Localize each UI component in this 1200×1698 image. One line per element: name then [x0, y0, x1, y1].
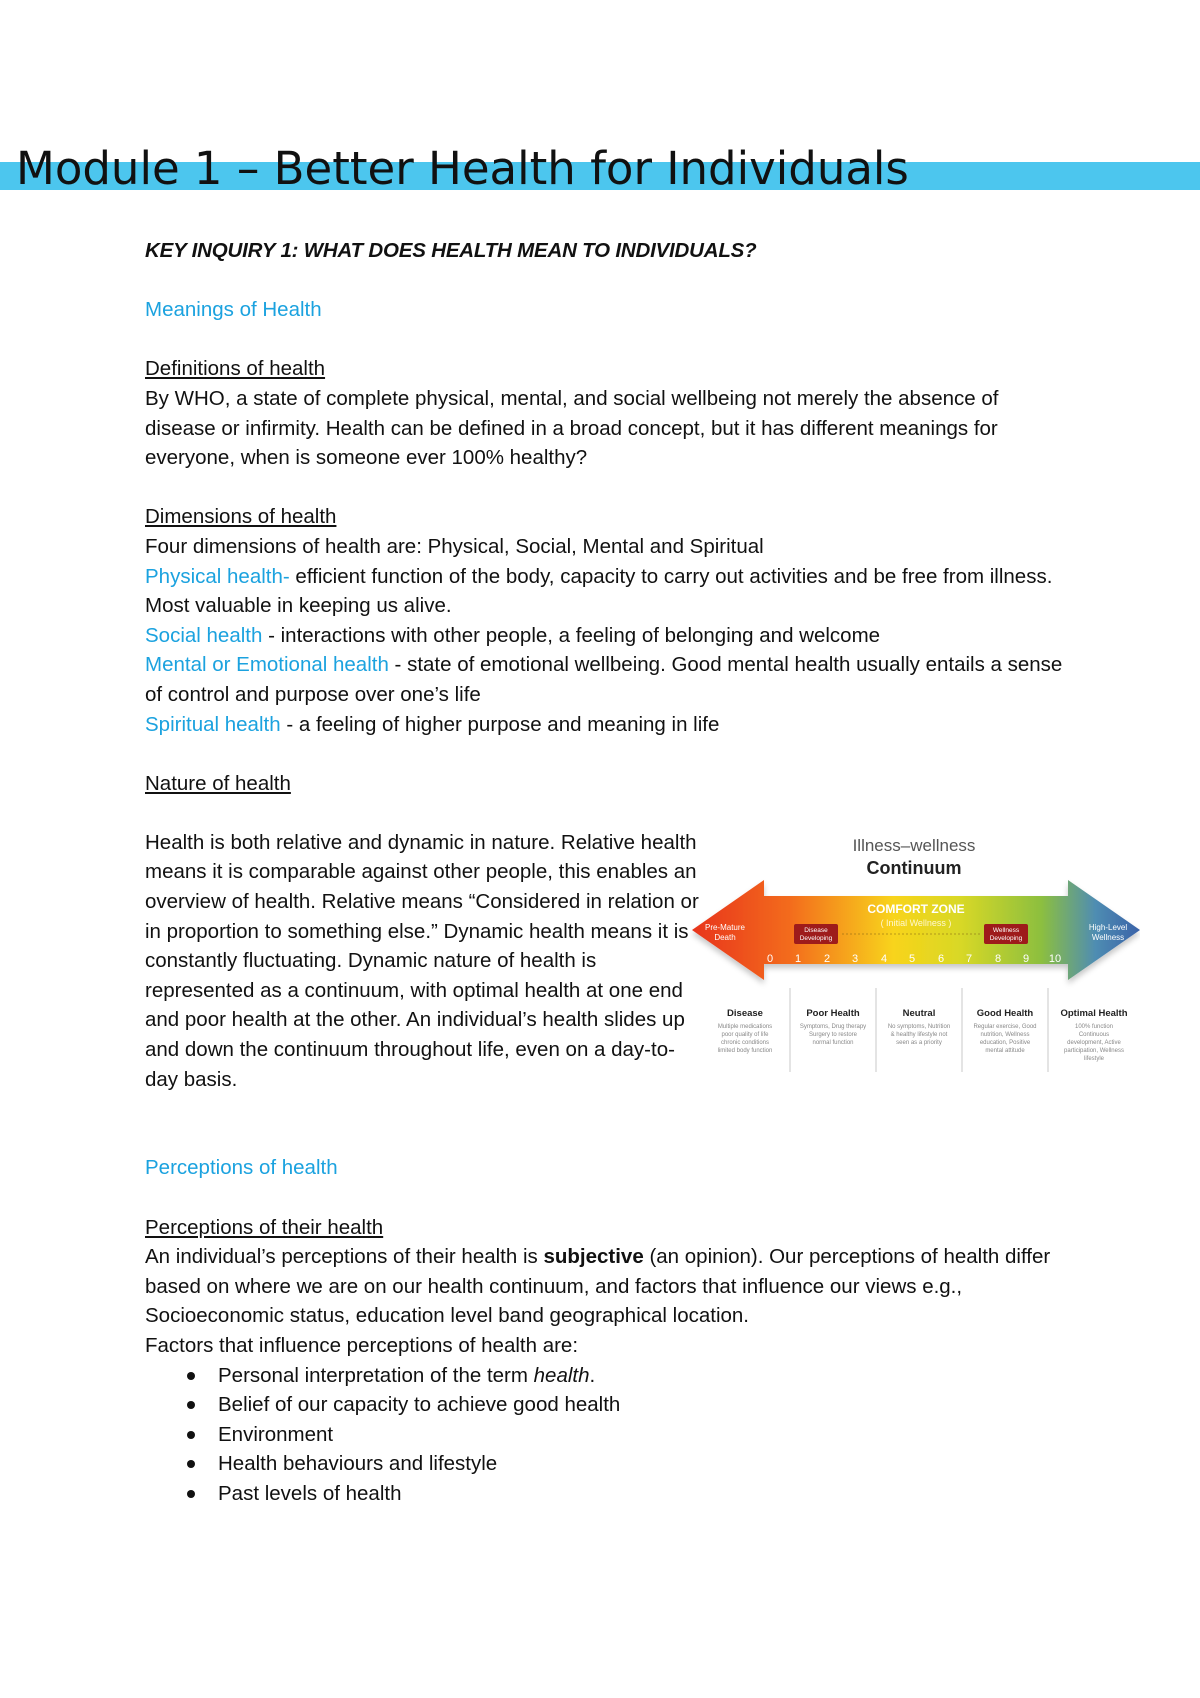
category-desc: Regular exercise, Good: [973, 1024, 1037, 1030]
scale-8: 8: [994, 953, 1002, 965]
physical-health-item: [145, 562, 1065, 621]
scale-6: 6: [937, 953, 945, 965]
category-label: Neutral: [902, 1008, 936, 1019]
list-item: [185, 1361, 1065, 1391]
category-desc: participation, Wellness: [1064, 1048, 1124, 1054]
category-desc: & healthy lifestyle not: [890, 1032, 948, 1038]
list-item: Health behaviours and lifestyle: [185, 1449, 1065, 1479]
category-desc: mental attitude: [985, 1048, 1025, 1054]
mental-health-text: - state of emotional wellbeing. Good mental health usually entails a sense of control and purpose over one’s life: [145, 653, 1063, 706]
page-title: Module 1 – Better Health for Individuals: [16, 142, 909, 195]
illness-wellness-continuum-figure: [690, 828, 1140, 1076]
category-desc: poor quality of life: [721, 1032, 769, 1038]
category-desc: education, Positive: [979, 1040, 1031, 1046]
nature-heading: Nature of health: [145, 771, 291, 795]
category-label: Good Health: [976, 1008, 1034, 1019]
perceptions-text-b: (an opinion). Our perceptions of health differ based on where we are on our health continuum, and factors that influence our views e.g., Socioeconomic status, education level band geographical location.: [145, 1245, 1051, 1328]
category-dividers: [790, 988, 1048, 1072]
category-desc: development, Active: [1067, 1040, 1121, 1046]
continuum-title-line2: Continuum: [866, 858, 962, 878]
perceptions-text-a: An individual’s perceptions of their health is: [145, 1245, 544, 1269]
list-item: Belief of our capacity to achieve good health: [185, 1390, 1065, 1420]
category-desc: Symptoms, Drug therapy: [799, 1024, 867, 1030]
scale-5: 5: [908, 953, 916, 965]
continuum-title-line1: Illness–wellness: [852, 836, 976, 855]
definitions-heading: Definitions of health: [145, 357, 326, 381]
category-desc: nutrition, Wellness: [980, 1032, 1030, 1038]
physical-health-term: Physical health-: [145, 564, 290, 588]
perceptions-text: [145, 1242, 1065, 1331]
scale-3: 3: [851, 953, 859, 965]
category-desc: Continuous: [1078, 1032, 1110, 1038]
continuum-diagram: [690, 828, 1140, 1076]
dimensions-intro: Four dimensions of health are: Physical, Social, Mental and Spiritual: [145, 534, 764, 558]
category-desc: Multiple medications: [717, 1024, 773, 1030]
continuum-arrow: [692, 880, 1140, 980]
factor-punct: .: [589, 1363, 596, 1387]
right-end-line1: High-Level: [1088, 923, 1128, 932]
scale-7: 7: [965, 953, 973, 965]
social-health-text: - interactions with other people, a feeling of belonging and welcome: [262, 623, 881, 647]
mental-health-item: [145, 650, 1065, 709]
spiritual-health-text: - a feeling of higher purpose and meaning in life: [280, 712, 720, 736]
right-end-line2: Wellness: [1091, 933, 1125, 942]
physical-health-text: efficient function of the body, capacity to carry out activities and be free from illness. Most valuable in keeping us alive.: [145, 564, 1053, 618]
box-left-line1: Disease: [804, 927, 828, 934]
comfort-zone-sub: ( Initial Wellness ): [880, 918, 952, 928]
factors-intro: Factors that influence perceptions of health are:: [145, 1333, 579, 1357]
spiritual-health-term: Spiritual health: [145, 712, 281, 736]
subjective-term: subjective: [543, 1245, 644, 1269]
category-desc: normal function: [812, 1040, 854, 1046]
social-health-item: [145, 621, 1065, 651]
left-end-line1: Pre-Mature: [704, 923, 746, 932]
scale-9: 9: [1022, 953, 1030, 965]
list-item: Environment: [185, 1420, 1065, 1450]
category-label: Optimal Health: [1060, 1008, 1128, 1019]
box-right-line1: Wellness: [992, 927, 1020, 934]
perceptions-subheading: Perceptions of their health: [145, 1215, 384, 1239]
box-left-line2: Developing: [799, 935, 833, 942]
social-health-term: Social health: [145, 623, 263, 647]
category-desc: chronic conditions: [720, 1040, 770, 1046]
category-desc: Surgery to restore: [808, 1032, 858, 1038]
category-desc: limited body function: [717, 1048, 773, 1054]
nature-text: Health is both relative and dynamic in nature. Relative health means it is comparable against other people, this enables an overview of health. Relative means “Considered in relation or in proportion to something else.” Dynamic health means it is constantly fluctuating. Dynamic nature of health is represented as a continuum, with optimal health at one end and poor health at the other. An individual’s health slides up and down the continuum throughout life, even on a day-to-day basis.: [145, 830, 699, 1091]
scale-0: 0: [766, 953, 774, 965]
category-desc: 100% function: [1074, 1024, 1114, 1030]
comfort-zone-label: COMFORT ZONE: [867, 902, 965, 916]
scale-1: 1: [794, 953, 802, 965]
category-label: Disease: [727, 1008, 763, 1019]
box-right-line2: Developing: [989, 935, 1023, 942]
perceptions-heading: Perceptions of health: [145, 1156, 338, 1180]
definitions-text: By WHO, a state of complete physical, mental, and social wellbeing not merely the absence of disease or infirmity. Health can be defined in a broad concept, but it has different meanings for everyone, when is someone ever 100% healthy?: [145, 386, 999, 470]
category-desc: seen as a priority: [896, 1040, 942, 1046]
meanings-heading: Meanings of Health: [145, 298, 322, 322]
left-end-line2: Death: [714, 933, 736, 942]
dimensions-heading: Dimensions of health: [145, 505, 337, 529]
factor-text: Personal interpretation of the term: [218, 1363, 534, 1387]
spiritual-health-item: [145, 710, 1065, 740]
factor-italic: health: [533, 1363, 590, 1387]
factors-list: [145, 1361, 1065, 1509]
category-desc: lifestyle: [1083, 1056, 1105, 1062]
scale-2: 2: [823, 953, 831, 965]
scale-10: 10: [1048, 953, 1062, 965]
category-desc: No symptoms, Nutrition: [887, 1024, 951, 1030]
category-label: Poor Health: [806, 1008, 860, 1019]
category-columns: [718, 1008, 1128, 1062]
list-item: Past levels of health: [185, 1479, 1065, 1509]
mental-health-term: Mental or Emotional health: [145, 653, 389, 677]
scale-4: 4: [880, 953, 888, 965]
key-inquiry: KEY INQUIRY 1: WHAT DOES HEALTH MEAN TO INDIVIDUALS?: [145, 239, 757, 262]
